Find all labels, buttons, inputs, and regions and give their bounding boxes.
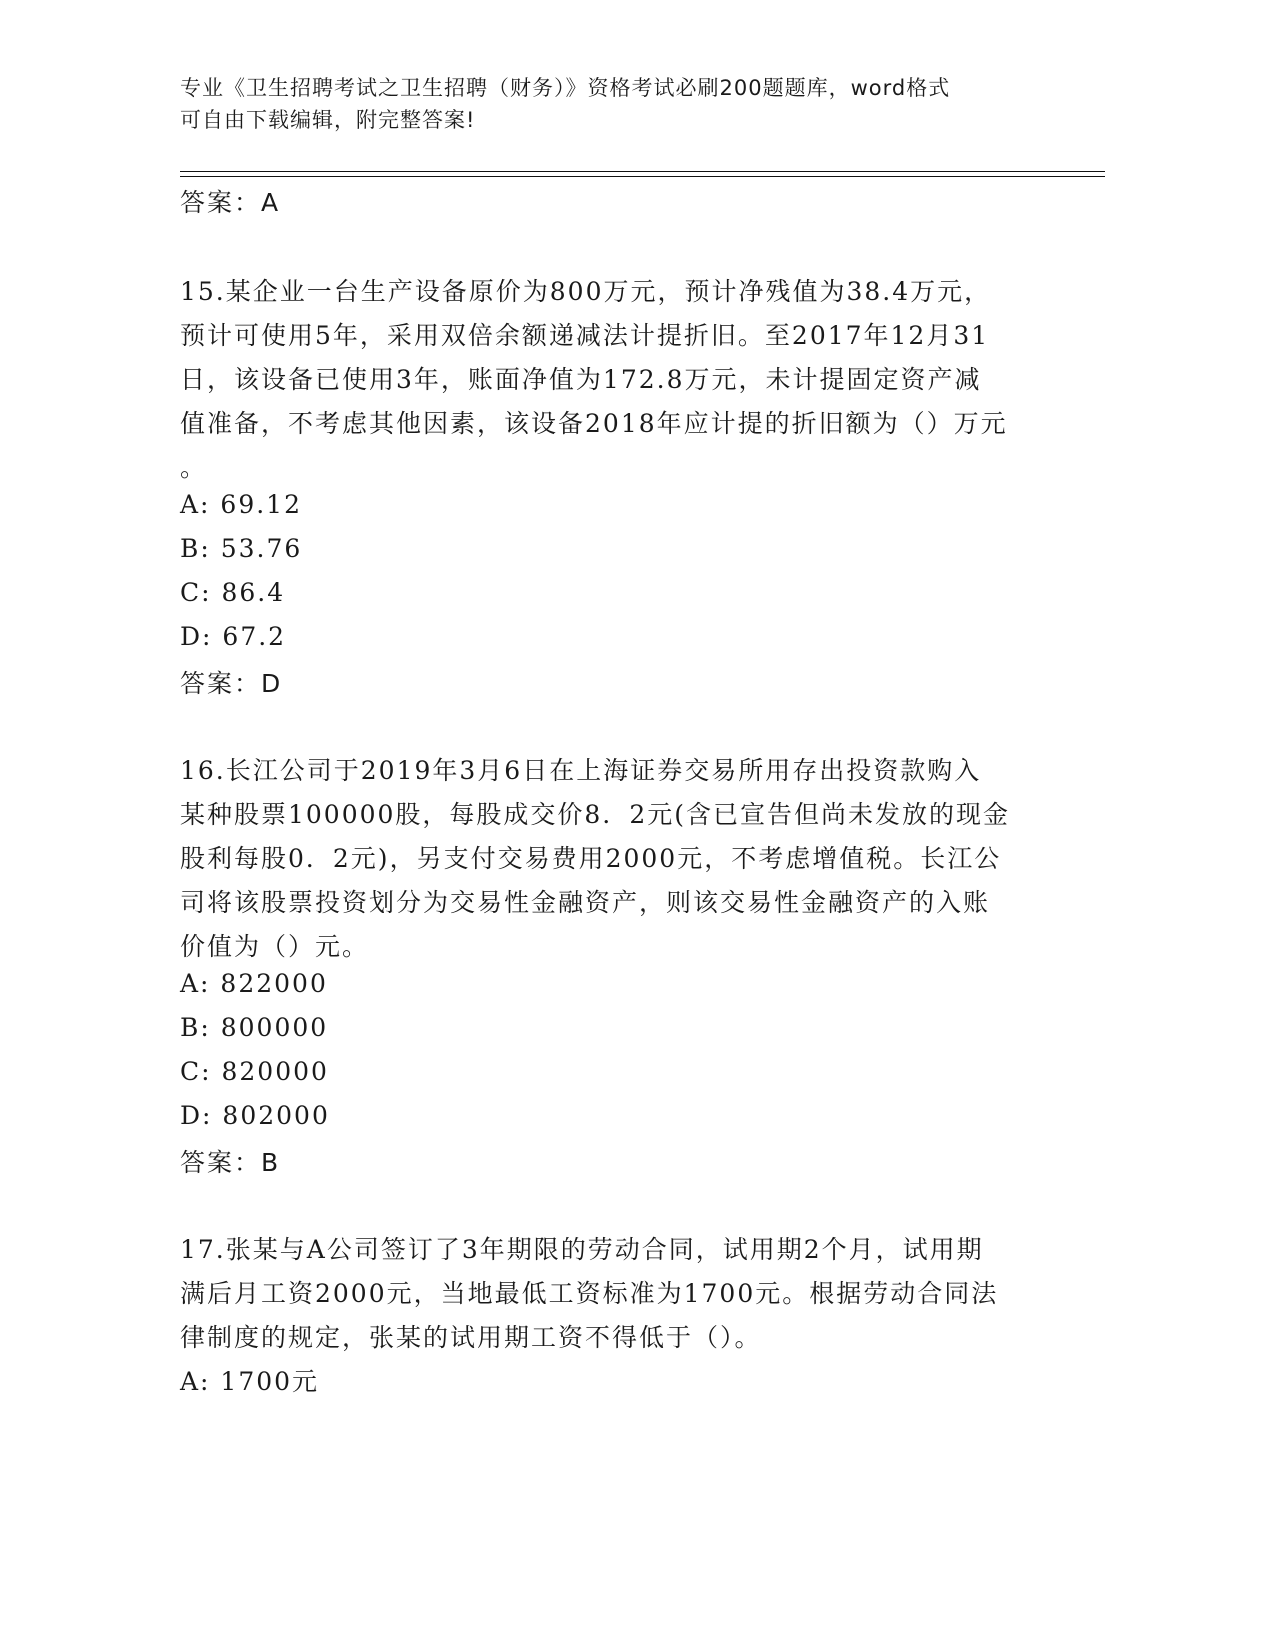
q17-stem-line-2: 满后月工资2000元，当地最低工资标准为1700元。根据劳动合同法 [180, 1279, 999, 1308]
q16-stem-line-1: 16.长江公司于2019年3月6日在上海证券交易所用存出投资款购入 [180, 756, 982, 785]
header-rule-top [180, 171, 1105, 172]
q15-stem-line-4: 值准备，不考虑其他因素，该设备2018年应计提的折旧额为（）万元 [180, 409, 1008, 438]
q15-answer: 答案：D [180, 669, 283, 698]
q16-stem-line-4: 司将该股票投资划分为交易性金融资产，则该交易性金融资产的入账 [180, 888, 991, 917]
q16-option-c: C: 820000 [180, 1057, 329, 1086]
q15-option-c: C: 86.4 [180, 578, 286, 607]
q17-stem-line-1: 17.张某与A公司签订了3年期限的劳动合同，试用期2个月，试用期 [180, 1235, 984, 1264]
q15-option-d: D: 67.2 [180, 622, 287, 651]
q15-stem-line-5: 。 [180, 453, 208, 482]
q16-stem-line-3: 股利每股0．2元)，另支付交易费用2000元，不考虑增值税。长江公 [180, 844, 1002, 873]
q15-stem-line-1: 15.某企业一台生产设备原价为800万元，预计净残值为38.4万元， [180, 277, 992, 306]
q16-option-a: A: 822000 [180, 969, 328, 998]
q17-option-a: A: 1700元 [180, 1367, 320, 1396]
q16-option-d: D: 802000 [180, 1101, 330, 1130]
previous-answer: 答案：A [180, 188, 281, 217]
q15-stem-line-2: 预计可使用5年，采用双倍余额递减法计提折旧。至2017年12月31 [180, 321, 990, 350]
header-rule-bottom [180, 176, 1105, 177]
q15-option-b: B: 53.76 [180, 534, 303, 563]
q17-stem-line-3: 律制度的规定，张某的试用期工资不得低于（）。 [180, 1323, 762, 1352]
document-header [180, 72, 1060, 136]
q16-option-b: B: 800000 [180, 1013, 329, 1042]
q15-stem-line-3: 日，该设备已使用3年，账面净值为172.8万元，未计提固定资产减 [180, 365, 982, 394]
header-line-2: 可自由下载编辑，附完整答案! [180, 108, 476, 132]
q15-option-a: A: 69.12 [180, 490, 302, 519]
q16-stem-line-5: 价值为（）元。 [180, 932, 370, 961]
q16-stem-line-2: 某种股票100000股，每股成交价8．2元(含已宣告但尚未发放的现金 [180, 800, 1011, 829]
q16-answer: 答案：B [180, 1148, 281, 1177]
header-line-1: 专业《卫生招聘考试之卫生招聘（财务）》资格考试必刷200题题库，word格式 [180, 76, 951, 100]
